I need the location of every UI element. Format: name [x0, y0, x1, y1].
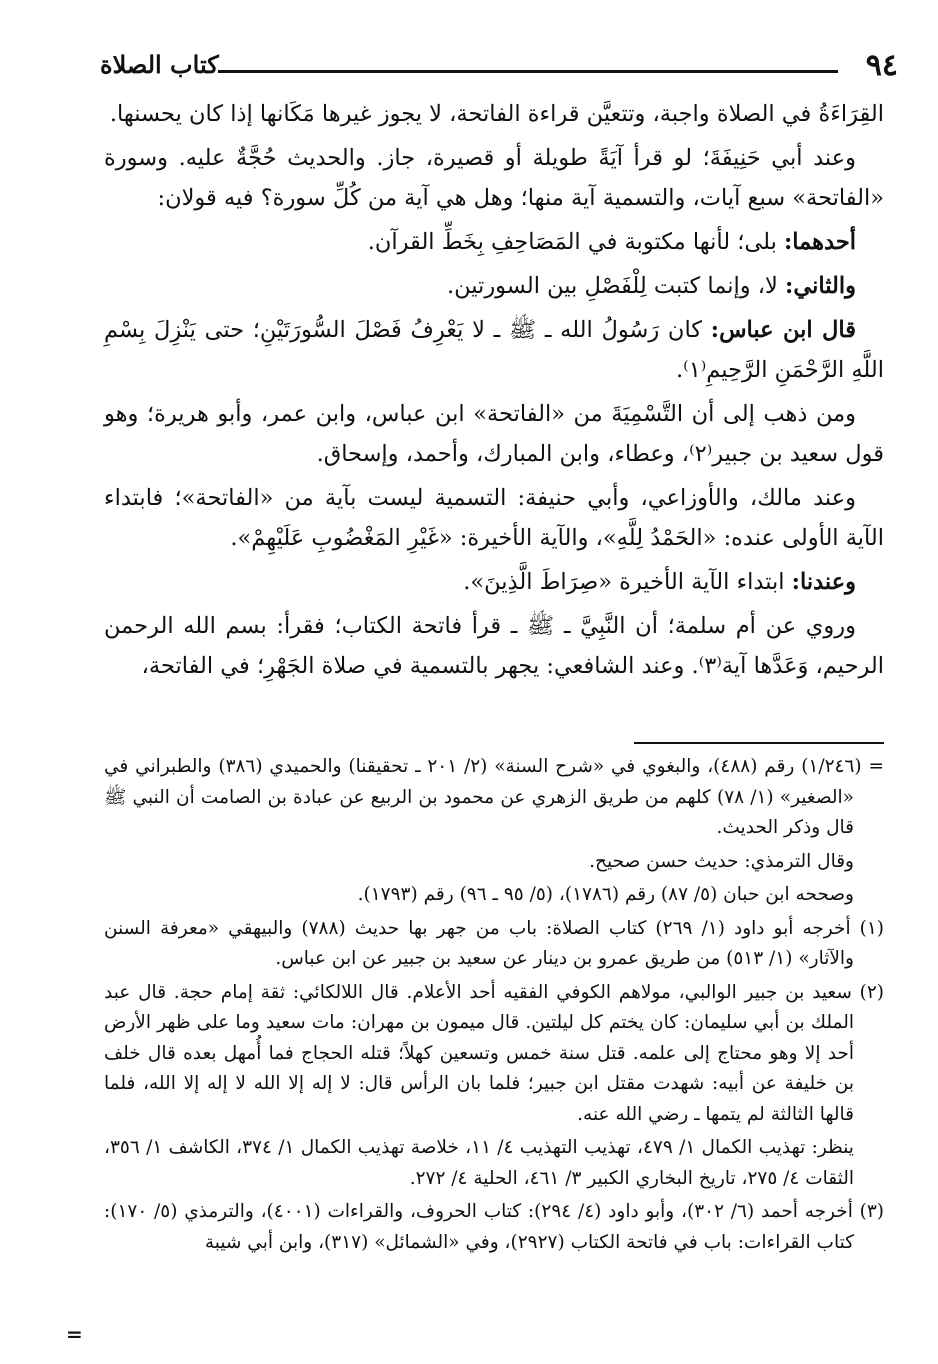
page-header — [100, 48, 898, 82]
footnote: ينظر: تهذيب الكمال ١/ ٤٧٩، تهذيب التهذيب ٤/ ١١، خلاصة تهذيب الكمال ١/ ٣٧٤، الكاشف ١/ ٣٥٦، الثقات ٤/ ٢٧٥، تاريخ البخاري الكبير ٣/ ٤٦١، الحلية ٤/ ٢٧٢. — [104, 1137, 854, 1189]
paragraph-lead: قال ابن عباس: — [710, 317, 857, 343]
page-number: ٩٤ — [865, 48, 898, 83]
paragraph: وعندنا: ابتداء الآية الأخيرة «صِرَاطَ الَّذِينَ». — [463, 569, 856, 595]
footnotes — [104, 752, 884, 1261]
paragraph: وعند أبي حَنِيفَةَ؛ لو قرأ آيَةً طويلة أو قصيرة، جاز. والحديث حُجَّةٌ عليه. وسورة «الفاتحة» سبع آيات، والتسمية آية منها؛ وهل هي آية من كُلِّ سورة؟ فيه قولان: — [104, 145, 884, 211]
paragraph: وعند مالك، والأوزاعي، وأبي حنيفة: التسمية ليست بآية من «الفاتحة»؛ فابتداء الآية الأولى عنده: «الحَمْدُ لِلَّهِ»، والآية الأخيرة: «غَيْرِ المَغْضُوبِ عَلَيْهِمْ». — [104, 485, 884, 551]
continuation-mark: = — [66, 1322, 83, 1346]
paragraph: والثاني: لا، وإنما كتبت لِلْفَصْلِ بين السورتين. — [446, 273, 856, 299]
paragraph: أحدهما: بلى؛ لأنها مكتوبة في المَصَاحِفِ بِخَطِّ القرآن. — [367, 229, 856, 255]
paragraph-lead: والثاني: — [785, 273, 856, 299]
footnote: (١) أخرجه أبو داود (١/ ٢٦٩) كتاب الصلاة: باب من جهر بها حديث (٧٨٨) والبيهقي «معرفة السنن والآثار» (١/ ٥١٣) من طريق عمرو بن دينار عن سعيد بن جبير عن ابن عباس. — [104, 917, 885, 969]
paragraph: وروي عن أم سلمة؛ أن النَّبِيَّ ـ ﷺ ـ قرأ فاتحة الكتاب؛ فقرأ: بسم الله الرحمن الرحيم، وَعَدَّها آية⁽٣⁾. وعند الشافعي: يجهر بالتسمية في صلاة الجَهْرِ؛ في الفاتحة، — [104, 613, 884, 679]
footnote: = (١/٢٤٦) رقم (٤٨٨)، والبغوي في «شرح السنة» (٢/ ٢٠١ ـ تحقيقنا) والحميدي (٣٨٦) والطبراني في «الصغير» (١/ ٧٨) كلهم من طريق الزهري عن محمود بن الربيع عن عبادة بن الصامت أن النبي ﷺ قال وذكر الحديث. — [104, 756, 884, 838]
footnote: (٢) سعيد بن جبير الوالبي، مولاهم الكوفي الفقيه أحد الأعلام. قال اللالكائي: ثقة إمام حجة. قال عبد الملك بن أبي سليمان: كان يختم كل ليلتين. قال ميمون بن مهران: مات سعيد وما على ظهر الأرض أحد إلا وهو محتاج إلى علمه. قتل سنة خمس وتسعين كهلاً؛ قتله الحجاج فما أُمهل بعده قال خلف بن خليفة عن أبيه: شهدت مقتل ابن جبير؛ فلما بان الرأس قال: لا إله إلا الله لا إله إلا الله، فلما قالها الثالثة لم يتمها ـ رضي الله عنه. — [104, 981, 884, 1125]
running-title: كتاب الصلاة — [100, 50, 219, 79]
paragraph: قال ابن عباس: كان رَسُولُ الله ـ ﷺ ـ لا يَعْرِفُ فَصْلَ السُّورَتَيْنِ؛ حتى يَنْزِلَ بِسْمِ اللَّهِ الرَّحْمَنِ الرَّحِيمِ⁽١⁾. — [104, 317, 884, 383]
header-rule — [218, 70, 838, 73]
footnote: (٣) أخرجه أحمد (٦/ ٣٠٢)، وأبو داود (٤/ ٢٩٤): كتاب الحروف، والقراءات (٤٠٠١)، والترمذي (٥/ ١٧٠): كتاب القراءات: باب في فاتحة الكتاب (٢٩٢٧)، وفي «الشمائل» (٣١٧)، وابن أبي شيبة — [104, 1201, 884, 1253]
footnote: وقال الترمذي: حديث حسن صحيح. — [589, 850, 854, 872]
paragraph-lead: وعندنا: — [791, 569, 856, 595]
paragraph: ومن ذهب إلى أن التَّسْمِيَةَ من «الفاتحة» ابن عباس، وابن عمر، وأبو هريرة؛ وهو قول سعيد بن جبير⁽٢⁾، وعطاء، وابن المبارك، وأحمد، وإسحاق. — [104, 401, 884, 467]
paragraph: القِرَاءَةُ في الصلاة واجبة، وتتعيَّن قراءة الفاتحة، لا يجوز غيرها مَكَانها إذا كان يحسنها. — [109, 101, 884, 127]
main-text — [104, 94, 884, 690]
paragraph-lead: أحدهما: — [783, 229, 856, 255]
footnote: وصححه ابن حبان (٥/ ٨٧) رقم (١٧٨٦)، (٥/ ٩٥ ـ ٩٦) رقم (١٧٩٣). — [357, 884, 854, 905]
footnote-separator — [634, 742, 884, 744]
